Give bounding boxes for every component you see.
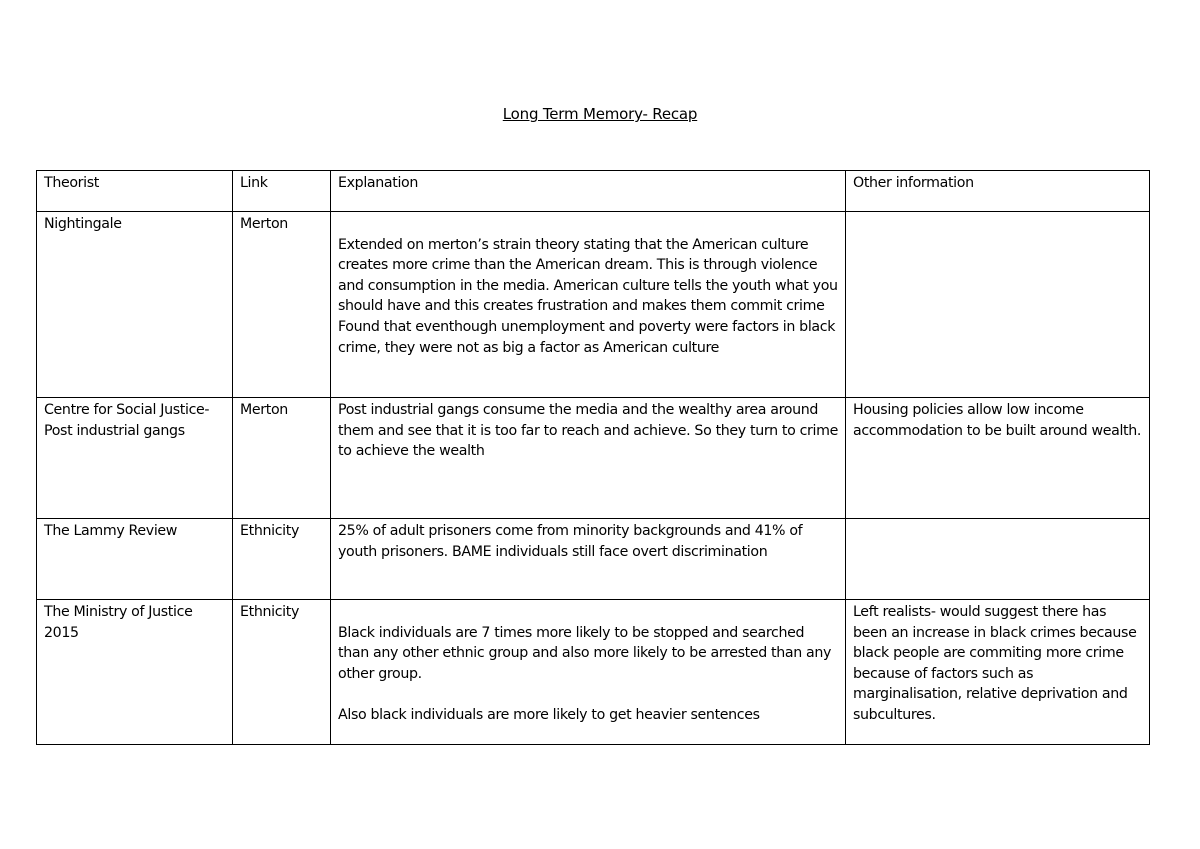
- cell-explanation: [331, 519, 846, 600]
- cell-other-information: Left realists- would suggest there has been an increase in black crimes because black people are commiting more crime because of factors such as marginalisation, relative deprivation and subcultures.: [846, 600, 1150, 745]
- cell-theorist: The Ministry of Justice 2015: [37, 600, 233, 745]
- document-title: Long Term Memory- Recap: [502, 105, 698, 123]
- cell-theorist: Nightingale: [37, 212, 233, 398]
- table-header-row: [37, 171, 1150, 212]
- explanation-paragraph: 25% of adult prisoners come from minority backgrounds and 41% of youth prisoners. BAME individuals still face overt discrimination: [338, 523, 803, 560]
- explanation-paragraph: Extended on merton’s strain theory stating that the American culture creates more crime than the American dream. This is through violence and consumption in the media. American culture tells the youth what you should have and this creates frustration and makes them commit crime: [338, 236, 838, 315]
- header-explanation: Explanation: [331, 171, 846, 212]
- table-row: [37, 519, 1150, 600]
- recap-table: [36, 170, 1150, 745]
- explanation-paragraph: Post industrial gangs consume the media and the wealthy area around them and see that it is too far to reach and achieve. So they turn to crime to achieve the wealth: [338, 402, 838, 460]
- cell-link: Ethnicity: [233, 519, 331, 600]
- header-theorist: Theorist: [37, 171, 233, 212]
- cell-theorist: The Lammy Review: [37, 519, 233, 600]
- cell-explanation: [331, 398, 846, 519]
- table-row: [37, 600, 1150, 745]
- cell-link: Merton: [233, 212, 331, 398]
- cell-other-information: [846, 519, 1150, 600]
- cell-link: Ethnicity: [233, 600, 331, 745]
- table-row: [37, 212, 1150, 398]
- cell-explanation: [331, 212, 846, 398]
- cell-theorist: Centre for Social Justice- Post industrial gangs: [37, 398, 233, 519]
- explanation-paragraph: Also black individuals are more likely to get heavier sentences: [338, 706, 760, 723]
- cell-link: Merton: [233, 398, 331, 519]
- cell-other-information: Housing policies allow low income accommodation to be built around wealth.: [846, 398, 1150, 519]
- cell-explanation: [331, 600, 846, 745]
- cell-other-information: [846, 212, 1150, 398]
- explanation-paragraph: Black individuals are 7 times more likely to be stopped and searched than any other ethnic group and also more likely to be arrested than any other group.: [338, 624, 832, 682]
- header-other-information: Other information: [846, 171, 1150, 212]
- explanation-paragraph: Found that eventhough unemployment and poverty were factors in black crime, they were not as big a factor as American culture: [338, 318, 836, 356]
- header-link: Link: [233, 171, 331, 212]
- table-row: [37, 398, 1150, 519]
